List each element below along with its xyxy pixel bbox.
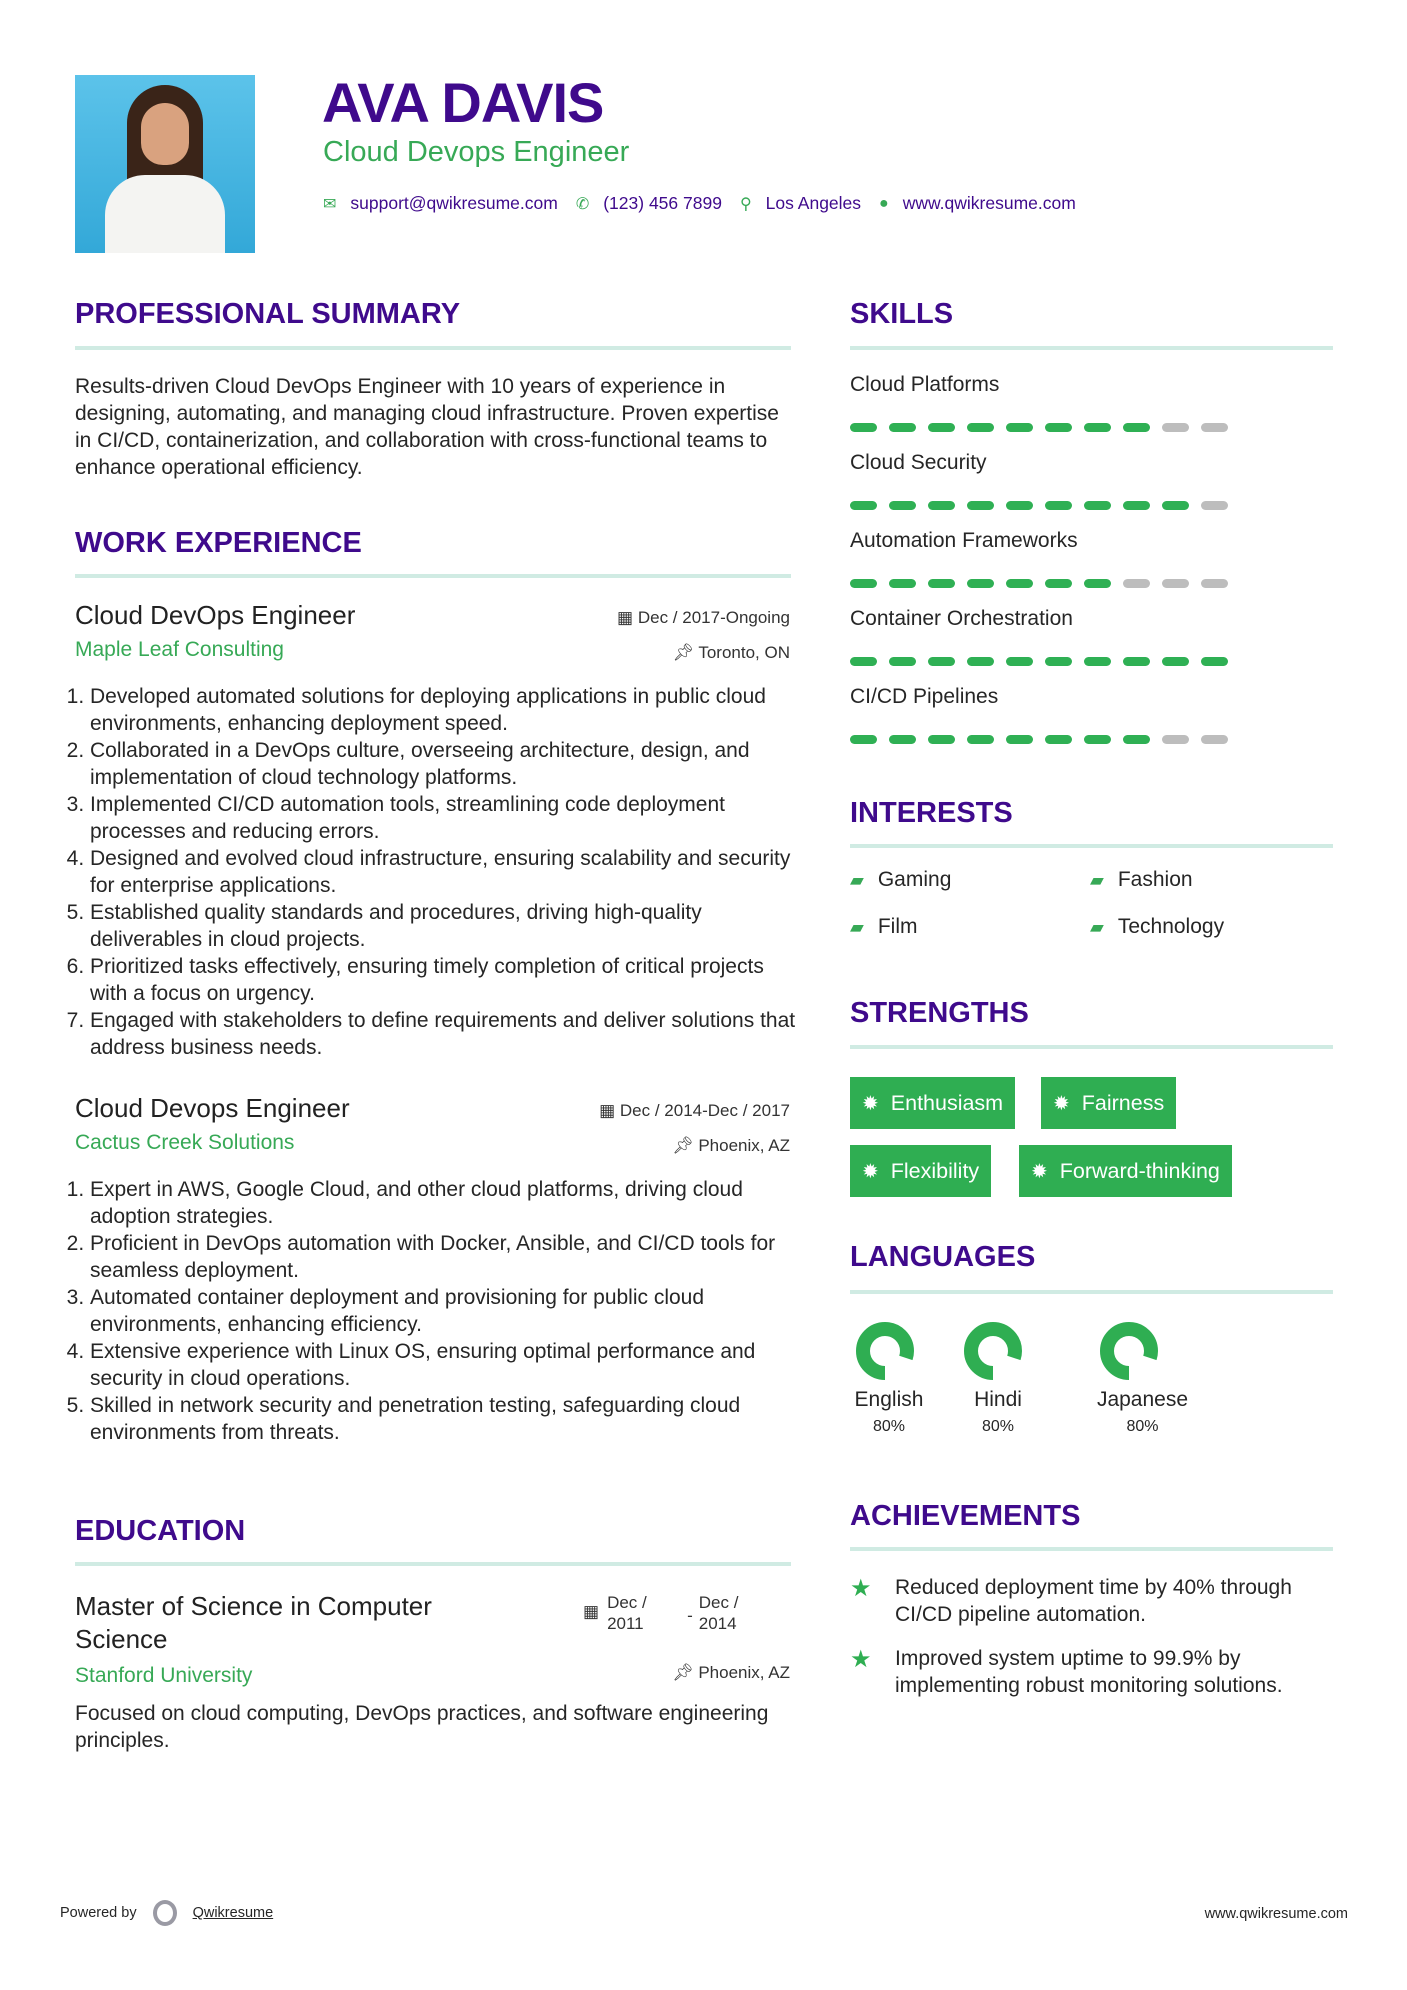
divider bbox=[850, 346, 1333, 350]
job-title: Cloud Devops Engineer bbox=[75, 1093, 350, 1123]
education-end: Dec / 2014 bbox=[698, 1593, 739, 1633]
interest-item bbox=[1090, 915, 1224, 939]
skill-dash bbox=[1084, 657, 1111, 666]
skill-dash bbox=[1045, 579, 1072, 588]
skill-dash bbox=[889, 423, 916, 432]
book-icon: ▰ bbox=[850, 916, 864, 937]
achievements-heading: ACHIEVEMENTS bbox=[850, 1500, 1081, 1532]
globe-icon: ● bbox=[879, 194, 889, 212]
skill-dash bbox=[850, 657, 877, 666]
skill-dash bbox=[1084, 579, 1111, 588]
company-name: Maple Leaf Consulting bbox=[75, 638, 284, 661]
badge-icon: ✹ bbox=[1053, 1092, 1070, 1115]
interest-label: Fashion bbox=[1117, 868, 1193, 891]
language-item bbox=[850, 1320, 928, 1436]
language-level: 80% bbox=[1126, 1418, 1159, 1435]
skill-dash bbox=[967, 579, 994, 588]
degree-title: Master of Science in Computer Science bbox=[75, 1591, 432, 1654]
education-description: Focused on cloud computing, DevOps practices, and software engineering principles. bbox=[75, 1702, 769, 1752]
skill-dash bbox=[1123, 735, 1150, 744]
badge-icon: ✹ bbox=[1031, 1160, 1048, 1183]
list-item: 4. Extensive experience with Linux OS, ensuring optimal performance and security in cloud operations. bbox=[90, 1338, 797, 1392]
skill-dash bbox=[1201, 501, 1228, 510]
achievement-text: Reduced deployment time by 40% through CI/CD pipeline automation. bbox=[895, 1576, 1292, 1626]
list-item: 4. Designed and evolved cloud infrastructure, ensuring scalability and security for enterprise applications. bbox=[90, 845, 797, 899]
list-item: 2. Proficient in DevOps automation with Docker, Ansible, and CI/CD tools for seamless deployment. bbox=[90, 1230, 797, 1284]
skill-dash bbox=[967, 657, 994, 666]
job-date-text: Dec / 2017-Ongoing bbox=[637, 608, 790, 627]
footer-url[interactable]: www.qwikresume.com bbox=[1204, 1906, 1348, 1922]
skill-dash bbox=[889, 657, 916, 666]
language-ring-arc bbox=[863, 1329, 907, 1373]
divider bbox=[75, 346, 791, 350]
skill-dash bbox=[1162, 657, 1189, 666]
contact-row bbox=[323, 193, 1094, 214]
pin-icon: 📌︎ bbox=[672, 1136, 699, 1155]
job-bullets bbox=[72, 683, 797, 1061]
calendar-icon: ▦ bbox=[599, 1101, 620, 1120]
language-name: Hindi bbox=[974, 1388, 1022, 1411]
skill-dash bbox=[850, 735, 877, 744]
interest-label: Film bbox=[877, 915, 918, 938]
skill-dash bbox=[1123, 657, 1150, 666]
summary-heading: PROFESSIONAL SUMMARY bbox=[75, 298, 461, 330]
skill-dash bbox=[1084, 423, 1111, 432]
language-item bbox=[958, 1320, 1038, 1436]
star-icon: ★ bbox=[850, 1574, 872, 1602]
envelope-icon: ✉ bbox=[323, 195, 337, 213]
skill-dash bbox=[1201, 735, 1228, 744]
star-icon: ★ bbox=[850, 1645, 872, 1673]
powered-by-label: Powered by bbox=[60, 1905, 137, 1921]
skill-dash bbox=[1123, 579, 1150, 588]
candidate-name: AVA DAVIS bbox=[322, 71, 604, 134]
skill-dash bbox=[1006, 735, 1033, 744]
experience-heading: WORK EXPERIENCE bbox=[75, 527, 362, 559]
skill-dash bbox=[928, 501, 955, 510]
skill-dash bbox=[1045, 423, 1072, 432]
pin-icon: 📌︎ bbox=[672, 643, 699, 662]
skill-name: Cloud Platforms bbox=[850, 373, 1000, 396]
job-date-text: Dec / 2014-Dec / 2017 bbox=[619, 1101, 790, 1120]
list-item: 3. Automated container deployment and provisioning for public cloud environments, enhancing efficiency. bbox=[90, 1284, 797, 1338]
achievement-item bbox=[850, 1645, 1295, 1699]
job-location-text: Toronto, ON bbox=[698, 643, 790, 662]
map-pin-icon: ⚲ bbox=[739, 195, 752, 213]
divider bbox=[75, 574, 791, 578]
education-heading: EDUCATION bbox=[75, 1515, 246, 1547]
list-item: 6. Prioritized tasks effectively, ensuring timely completion of critical projects with a focus on urgency. bbox=[90, 953, 797, 1007]
job-location-text: Phoenix, AZ bbox=[698, 1136, 790, 1155]
book-icon: ▰ bbox=[1090, 869, 1104, 890]
list-item: 5. Established quality standards and procedures, driving high-quality deliverables in cloud projects. bbox=[90, 899, 797, 953]
skill-dash bbox=[1006, 657, 1033, 666]
skill-dash bbox=[1201, 423, 1228, 432]
school-name: Stanford University bbox=[75, 1664, 253, 1687]
skill-name: CI/CD Pipelines bbox=[850, 685, 999, 708]
footer-powered bbox=[60, 1900, 273, 1926]
skill-dash bbox=[1123, 423, 1150, 432]
achievement-item bbox=[850, 1574, 1295, 1628]
skill-dash bbox=[1201, 657, 1228, 666]
skill-dash bbox=[850, 423, 877, 432]
language-name: Japanese bbox=[1096, 1388, 1189, 1411]
education-location-text: Phoenix, AZ bbox=[698, 1663, 790, 1682]
pin-icon: 📌︎ bbox=[672, 1663, 699, 1682]
education-location bbox=[672, 1663, 790, 1683]
skill-level-bar bbox=[850, 423, 1228, 432]
achievement-text: Improved system uptime to 99.9% by implementing robust monitoring solutions. bbox=[895, 1647, 1283, 1697]
badge-icon: ✹ bbox=[862, 1160, 879, 1183]
skill-dash bbox=[928, 579, 955, 588]
language-ring bbox=[854, 1320, 916, 1382]
skill-dash bbox=[1045, 501, 1072, 510]
divider bbox=[850, 844, 1333, 848]
skill-dash bbox=[1006, 501, 1033, 510]
skill-dash bbox=[850, 501, 877, 510]
profile-photo bbox=[75, 75, 255, 253]
skill-dash bbox=[928, 735, 955, 744]
skills-heading: SKILLS bbox=[850, 298, 954, 330]
skill-level-bar bbox=[850, 501, 1228, 510]
language-ring bbox=[962, 1320, 1024, 1382]
candidate-title: Cloud Devops Engineer bbox=[323, 136, 630, 168]
location-text: Los Angeles bbox=[765, 193, 862, 213]
interest-item bbox=[850, 868, 951, 892]
job-location bbox=[672, 1136, 790, 1156]
skill-item bbox=[850, 685, 1228, 744]
book-icon: ▰ bbox=[1090, 916, 1104, 937]
skill-level-bar bbox=[850, 579, 1228, 588]
skill-dash bbox=[967, 735, 994, 744]
list-item: 5. Skilled in network security and penetration testing, safeguarding cloud environments from threats. bbox=[90, 1392, 797, 1446]
skill-level-bar bbox=[850, 657, 1228, 666]
strength-label: Flexibility bbox=[890, 1158, 980, 1183]
phone-text: (123) 456 7899 bbox=[603, 193, 722, 213]
interest-label: Technology bbox=[1117, 915, 1225, 938]
badge-icon: ✹ bbox=[862, 1092, 879, 1115]
calendar-icon: ▦ bbox=[617, 608, 638, 627]
job-date bbox=[599, 1101, 790, 1121]
strength-badge bbox=[1019, 1145, 1232, 1197]
skill-dash bbox=[1162, 423, 1189, 432]
skill-dash bbox=[1006, 423, 1033, 432]
skill-name: Cloud Security bbox=[850, 451, 987, 474]
divider bbox=[75, 1562, 791, 1566]
skill-dash bbox=[1162, 501, 1189, 510]
qwikresume-logo-icon bbox=[153, 1900, 177, 1926]
skill-dash bbox=[1123, 501, 1150, 510]
skill-dash bbox=[1045, 657, 1072, 666]
job-date bbox=[617, 608, 790, 628]
book-icon: ▰ bbox=[850, 869, 864, 890]
summary-text: Results-driven Cloud DevOps Engineer with 10 years of experience in designing, automating, and managing cloud infrastructure. Proven expertise in CI/CD, containerization, and collaboration with cross-functional teams to enhance operational efficiency. bbox=[75, 375, 779, 479]
strength-label: Enthusiasm bbox=[890, 1090, 1004, 1115]
language-name: English bbox=[854, 1388, 924, 1411]
interest-item bbox=[850, 915, 918, 939]
skill-dash bbox=[1162, 579, 1189, 588]
list-item: 3. Implemented CI/CD automation tools, streamlining code deployment processes and reducing errors. bbox=[90, 791, 797, 845]
skill-item bbox=[850, 373, 1228, 432]
skill-dash bbox=[928, 423, 955, 432]
interest-label: Gaming bbox=[877, 868, 952, 891]
job-title: Cloud DevOps Engineer bbox=[75, 600, 356, 630]
brand-link[interactable]: Qwikresume bbox=[192, 1905, 274, 1921]
skill-dash bbox=[1162, 735, 1189, 744]
calendar-icon: ▦ bbox=[583, 1602, 600, 1621]
job-bullets bbox=[72, 1176, 797, 1446]
language-item bbox=[1090, 1320, 1195, 1436]
language-level: 80% bbox=[872, 1418, 906, 1435]
skill-item bbox=[850, 451, 1228, 510]
strength-label: Fairness bbox=[1081, 1090, 1165, 1115]
website-link[interactable]: www.qwikresume.com bbox=[902, 193, 1076, 213]
skill-dash bbox=[967, 501, 994, 510]
language-ring bbox=[1098, 1320, 1160, 1382]
strength-badge bbox=[850, 1077, 1015, 1129]
language-ring-arc bbox=[971, 1329, 1015, 1373]
strength-label: Forward-thinking bbox=[1059, 1158, 1220, 1183]
skill-level-bar bbox=[850, 735, 1228, 744]
list-item: 2. Collaborated in a DevOps culture, overseeing architecture, design, and implementation of cloud technology platforms. bbox=[90, 737, 797, 791]
skill-dash bbox=[928, 657, 955, 666]
skill-dash bbox=[1084, 501, 1111, 510]
skill-dash bbox=[1084, 735, 1111, 744]
strength-badge bbox=[850, 1145, 991, 1197]
list-item: 1. Expert in AWS, Google Cloud, and other cloud platforms, driving cloud adoption strategies. bbox=[90, 1176, 797, 1230]
skill-dash bbox=[889, 579, 916, 588]
phone-icon: ✆ bbox=[575, 195, 590, 213]
email-link[interactable]: support@qwikresume.com bbox=[350, 193, 558, 213]
skill-dash bbox=[1045, 735, 1072, 744]
skill-name: Container Orchestration bbox=[850, 607, 1073, 630]
skill-dash bbox=[889, 735, 916, 744]
skill-item bbox=[850, 607, 1228, 666]
interest-item bbox=[1090, 868, 1193, 892]
skill-dash bbox=[967, 423, 994, 432]
company-name: Cactus Creek Solutions bbox=[75, 1131, 295, 1154]
divider bbox=[850, 1045, 1333, 1049]
interests-heading: INTERESTS bbox=[850, 797, 1013, 829]
list-item: 7. Engaged with stakeholders to define requirements and deliver solutions that address business needs. bbox=[90, 1007, 797, 1061]
languages-heading: LANGUAGES bbox=[850, 1241, 1036, 1273]
skill-dash bbox=[1201, 579, 1228, 588]
strength-badge bbox=[1041, 1077, 1176, 1129]
language-ring-arc bbox=[1107, 1329, 1151, 1373]
skill-item bbox=[850, 529, 1228, 588]
skill-dash bbox=[850, 579, 877, 588]
strengths-heading: STRENGTHS bbox=[850, 997, 1029, 1029]
divider bbox=[850, 1290, 1333, 1294]
job-location bbox=[672, 643, 790, 663]
education-dates: ▦ Dec / 2011 - Dec / 2014 bbox=[583, 1592, 757, 1634]
education-start: Dec / 2011 bbox=[607, 1593, 647, 1633]
skill-dash bbox=[1006, 579, 1033, 588]
divider bbox=[850, 1547, 1333, 1551]
skill-name: Automation Frameworks bbox=[850, 529, 1078, 552]
language-level: 80% bbox=[981, 1418, 1015, 1435]
skill-dash bbox=[889, 501, 916, 510]
list-item: 1. Developed automated solutions for deploying applications in public cloud environments, enhancing deployment speed. bbox=[90, 683, 797, 737]
